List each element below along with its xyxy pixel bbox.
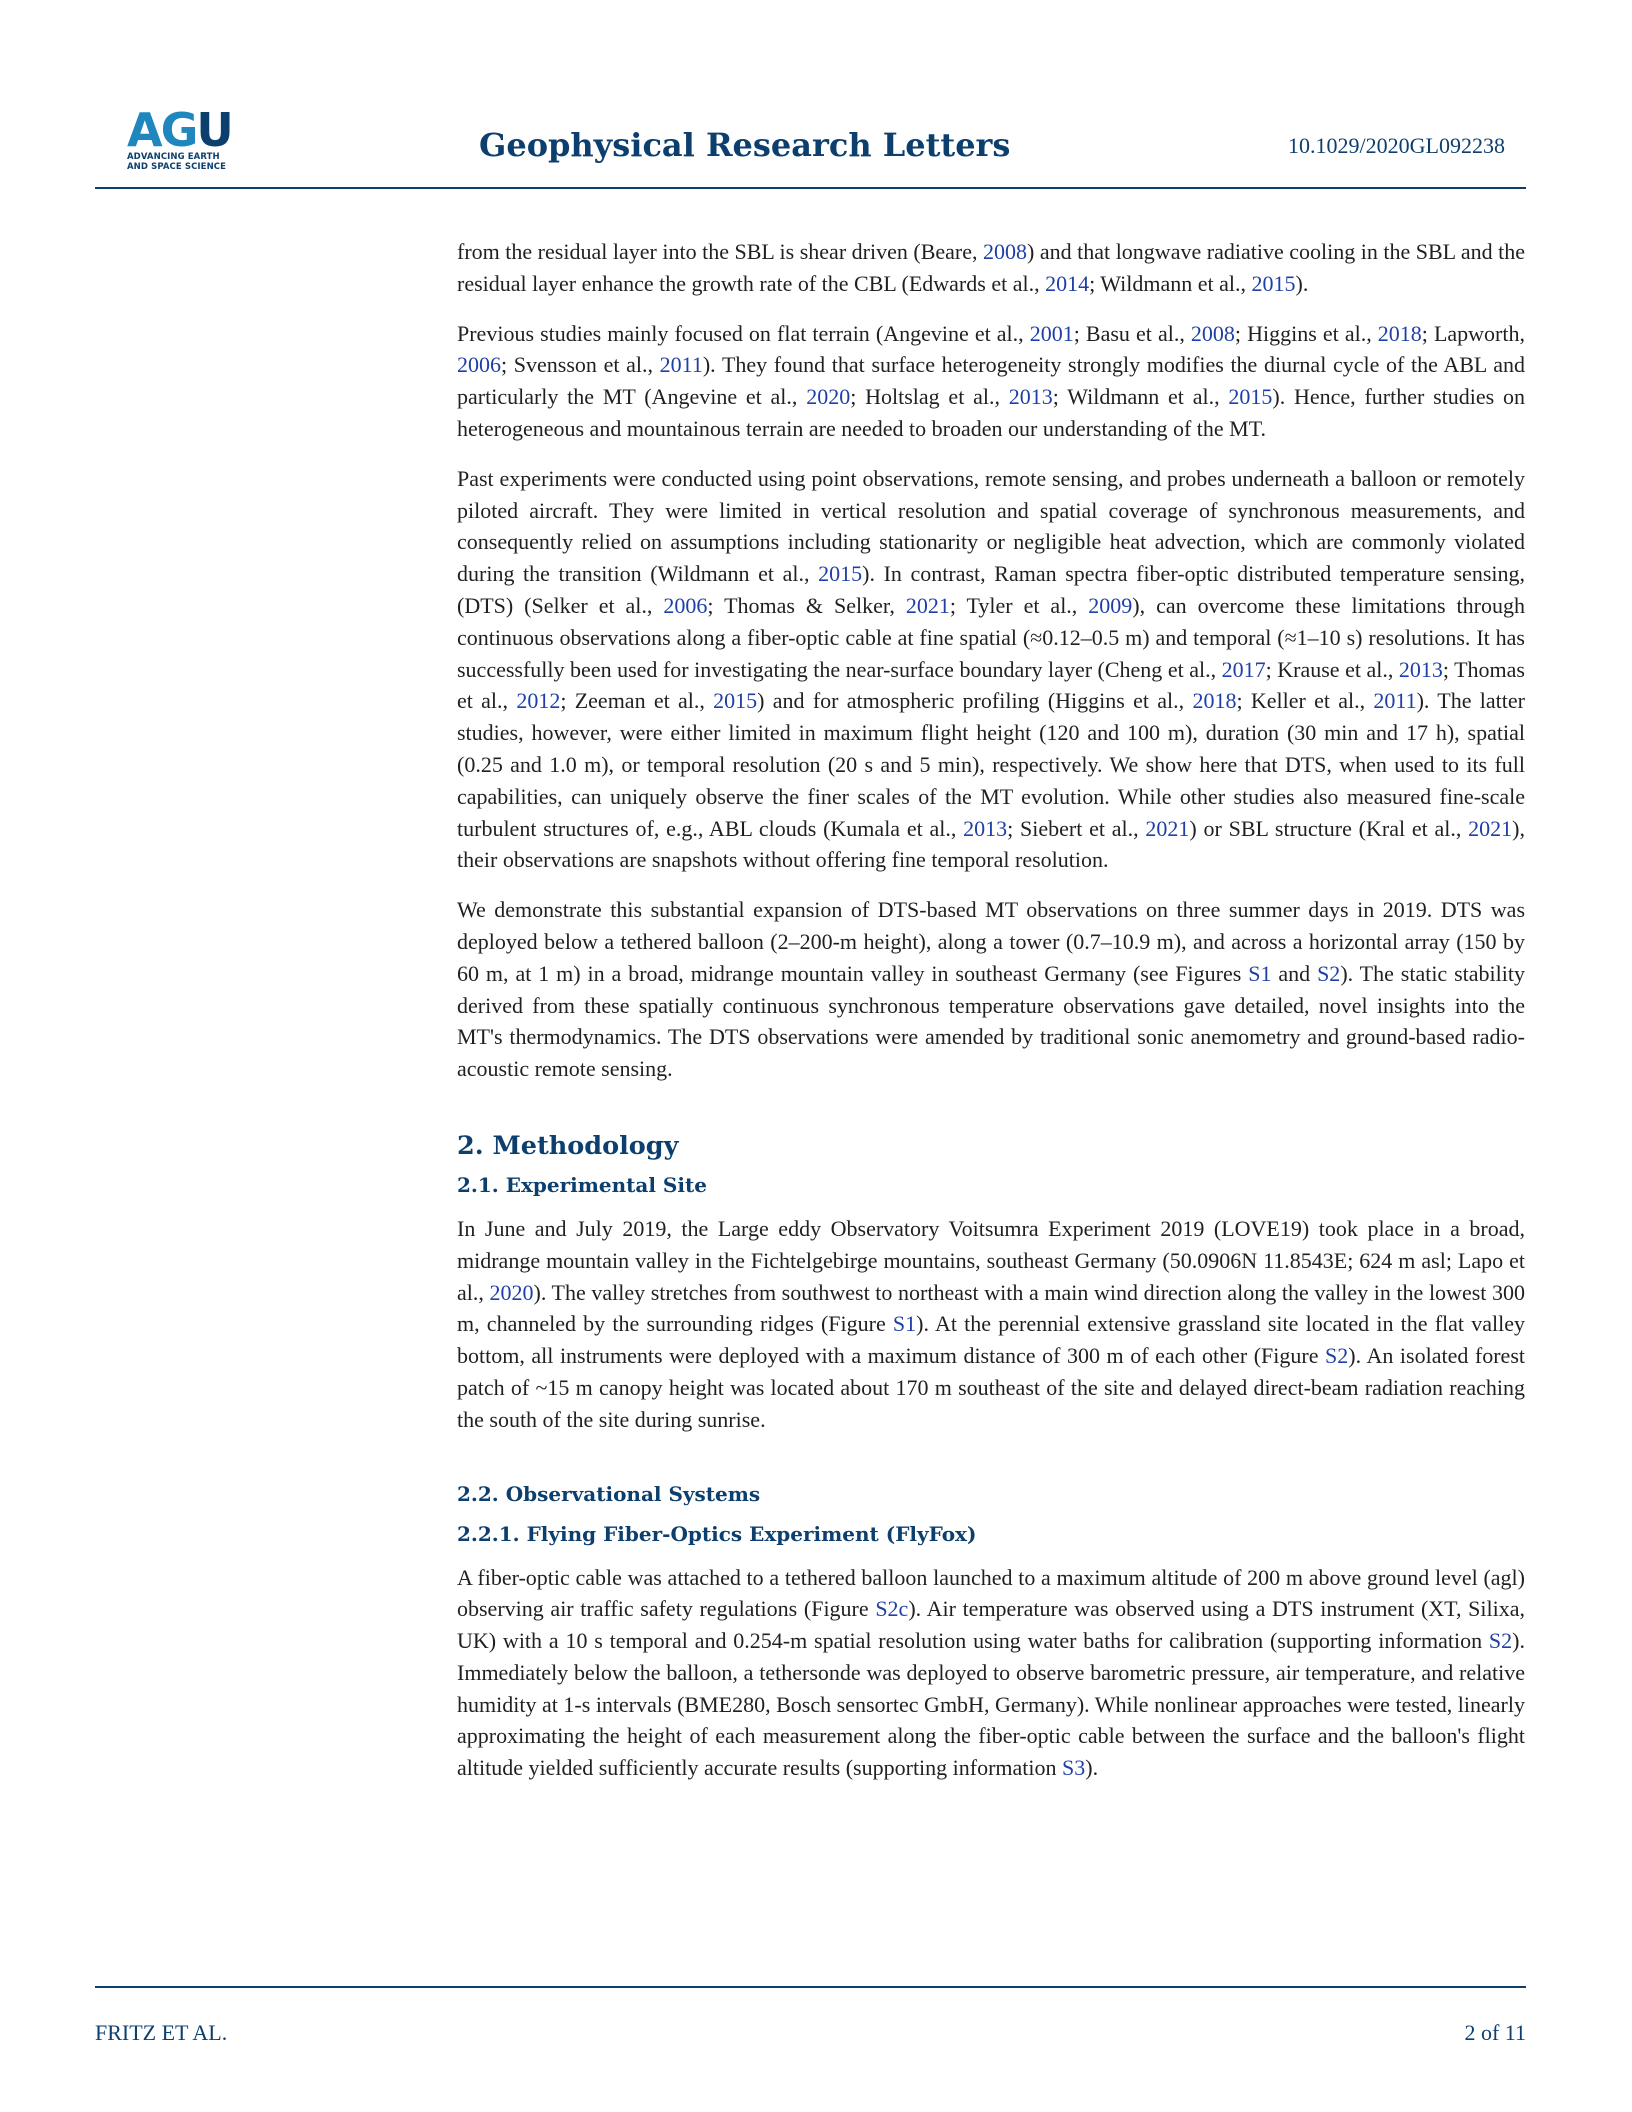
- header-divider: [95, 187, 1526, 189]
- citation-link[interactable]: S2: [1317, 960, 1341, 986]
- citation-link[interactable]: 2020: [489, 1279, 534, 1305]
- agu-logo-mark: [127, 103, 237, 157]
- page-header: [95, 103, 1535, 188]
- citation-link[interactable]: 2013: [1398, 656, 1443, 682]
- citation-link[interactable]: 2015: [818, 561, 863, 587]
- footer-page-number: 2 of 11: [1464, 2020, 1526, 2045]
- citation-link[interactable]: S2c: [875, 1596, 909, 1622]
- citation-link[interactable]: 2011: [1373, 688, 1417, 714]
- citation-link[interactable]: 2021: [905, 592, 950, 618]
- citation-link[interactable]: 2018: [1192, 688, 1237, 714]
- citation-link[interactable]: 2001: [1029, 320, 1074, 346]
- body-paragraph: In June and July 2019, the Large eddy Observatory Voitsumra Experiment 2019 (LOVE19) took place in a broad, midrange mountain valley in the Fichtelgebirge mountains, southeast Germany (50.0906N 11.8543E; 624 m asl; Lapo et al., 2020). The valley stretches from southwest to northeast with a main wind direction along the valley in the lowest 300 m, channeled by the surrounding ridges (Figure S1). At the perennial extensive grassland site located in the flat valley bottom, all instruments were deployed with a maximum distance of 300 m of each other (Figure S2). An isolated forest patch of ~15 m canopy height was located about 170 m southeast of the site and delayed direct-beam radiation reaching the south of the site during sunrise.: [457, 1215, 1526, 1432]
- body-paragraph: We demonstrate this substantial expansion of DTS-based MT observations on three summer days in 2019. DTS was deployed below a tethered balloon (2–200-m height), along a tower (0.7–10.9 m), and across a horizontal array (150 by 60 m, at 1 m) in a broad, midrange mountain valley in southeast Germany (see Figures S1 and S2). The static stability derived from these spatially continuous synchronous temperature observations gave detailed, novel insights into the MT's thermodynamics. The DTS observations were amended by traditional sonic anemometry and ground-based radio-acoustic remote sensing.: [457, 897, 1526, 1082]
- citation-link[interactable]: 2021: [1145, 815, 1190, 841]
- body-paragraph: Past experiments were conducted using point observations, remote sensing, and probes underneath a balloon or remotely piloted aircraft. They were limited in vertical resolution and spatial coverage of synchronous measurements, and consequently relied on assumptions including stationarity or negligible heat advection, which are commonly violated during the transition (Wildmann et al., 2015). In contrast, Raman spectra fiber-optic distributed temperature sensing, (DTS) (Selker et al., 2006; Thomas & Selker, 2021; Tyler et al., 2009), can overcome these limitations through continuous observations along a fiber-optic cable at fine spatial (≈0.12–0.5 m) and temporal (≈1–10 s) resolutions. It has successfully been used for investigating the near-surface boundary layer (Cheng et al., 2017; Krause et al., 2013; Thomas et al., 2012; Zeeman et al., 2015) and for atmospheric profiling (Higgins et al., 2018; Keller et al., 2011). The latter studies, however, were either limited in maximum flight height (120 and 100 m), duration (30 min and 17 h), spatial (0.25 and 1.0 m), or temporal resolution (20 s and 5 min), respectively. We show here that DTS, when used to its full capabilities, can uniquely observe the finer scales of the MT evolution. While other studies also measured fine-scale turbulent structures of, e.g., ABL clouds (Kumala et al., 2013; Siebert et al., 2021) or SBL structure (Kral et al., 2021), their observations are snapshots without offering fine temporal resolution.: [457, 465, 1525, 873]
- citation-link[interactable]: 2008: [983, 239, 1028, 264]
- subsection-heading-observational-systems: 2.2. Observational Systems: [457, 1481, 761, 1506]
- citation-link[interactable]: 2013: [963, 815, 1008, 841]
- citation-link[interactable]: 2018: [1377, 320, 1422, 346]
- citation-link[interactable]: 2006: [663, 592, 708, 618]
- citation-link[interactable]: 2012: [516, 688, 561, 714]
- agu-logo-letters: AGU: [127, 103, 232, 157]
- citation-link[interactable]: 2017: [1221, 656, 1266, 682]
- body-paragraph: from the residual layer into the SBL is shear driven (Beare, 2008) and that longwave radiative cooling in the SBL and the residual layer enhance the growth rate of the CBL (Edwards et al., 2014; Wildmann et al., 2015).: [457, 239, 1525, 296]
- article-body: [457, 236, 1525, 1802]
- subsubsection-heading-flyfox: 2.2.1. Flying Fiber-Optics Experiment (FlyFox): [457, 1521, 977, 1546]
- subsection-heading-experimental-site: 2.1. Experimental Site: [457, 1172, 707, 1197]
- section-heading-methodology: 2. Methodology: [457, 1130, 679, 1161]
- citation-link[interactable]: 2020: [806, 384, 851, 410]
- citation-link[interactable]: 2009: [1088, 592, 1133, 618]
- citation-link[interactable]: S1: [1248, 960, 1272, 986]
- citation-link[interactable]: 2015: [713, 688, 758, 714]
- citation-link[interactable]: 2008: [1190, 320, 1235, 346]
- citation-link[interactable]: S2: [1325, 1343, 1349, 1369]
- citation-link[interactable]: 2006: [457, 352, 501, 378]
- citation-link[interactable]: 2021: [1468, 815, 1513, 841]
- citation-link[interactable]: 2015: [1251, 270, 1296, 296]
- agu-logo: [127, 103, 237, 172]
- footer-authors: FRITZ ET AL.: [95, 2020, 228, 2045]
- body-paragraph: A fiber-optic cable was attached to a tethered balloon launched to a maximum altitude of 200 m above ground level (agl) observing air traffic safety regulations (Figure S2c). Air temperature was observed using a DTS instrument (XT, Silixa, UK) with a 10 s temporal and 0.254-m spatial resolution using water baths for calibration (supporting information S2). Immediately below the balloon, a tethersonde was deployed to observe barometric pressure, air temperature, and relative humidity at 1-s intervals (BME280, Bosch sensortec GmbH, Germany). While nonlinear approaches were tested, linearly approximating the height of each measurement along the fiber-optic cable between the surface and the balloon's flight altitude yielded sufficiently accurate results (supporting information S3).: [457, 1564, 1525, 1781]
- citation-link[interactable]: 2015: [1228, 384, 1273, 410]
- body-paragraph: Previous studies mainly focused on flat terrain (Angevine et al., 2001; Basu et al., 2008; Higgins et al., 2018; Lapworth, 2006; Svensson et al., 2011). They found that surface heterogeneity strongly modifies the diurnal cycle of the ABL and particularly the MT (Angevine et al., 2020; Holtslag et al., 2013; Wildmann et al., 2015). Hence, further studies on heterogeneous and mountainous terrain are needed to broaden our understanding of the MT.: [457, 320, 1525, 441]
- citation-link[interactable]: 2014: [1045, 270, 1090, 296]
- citation-link[interactable]: 2013: [1008, 384, 1053, 410]
- journal-title: Geophysical Research Letters: [479, 126, 1011, 164]
- citation-link[interactable]: S3: [1062, 1755, 1086, 1781]
- citation-link[interactable]: 2011: [659, 352, 703, 378]
- citation-link[interactable]: S1: [892, 1311, 917, 1337]
- footer-divider: [95, 1986, 1526, 1988]
- citation-link[interactable]: S2: [1488, 1628, 1513, 1654]
- doi-link[interactable]: 10.1029/2020GL092238: [1288, 133, 1505, 158]
- agu-logo-tagline: ADVANCING EARTH AND SPACE SCIENCE: [127, 152, 227, 172]
